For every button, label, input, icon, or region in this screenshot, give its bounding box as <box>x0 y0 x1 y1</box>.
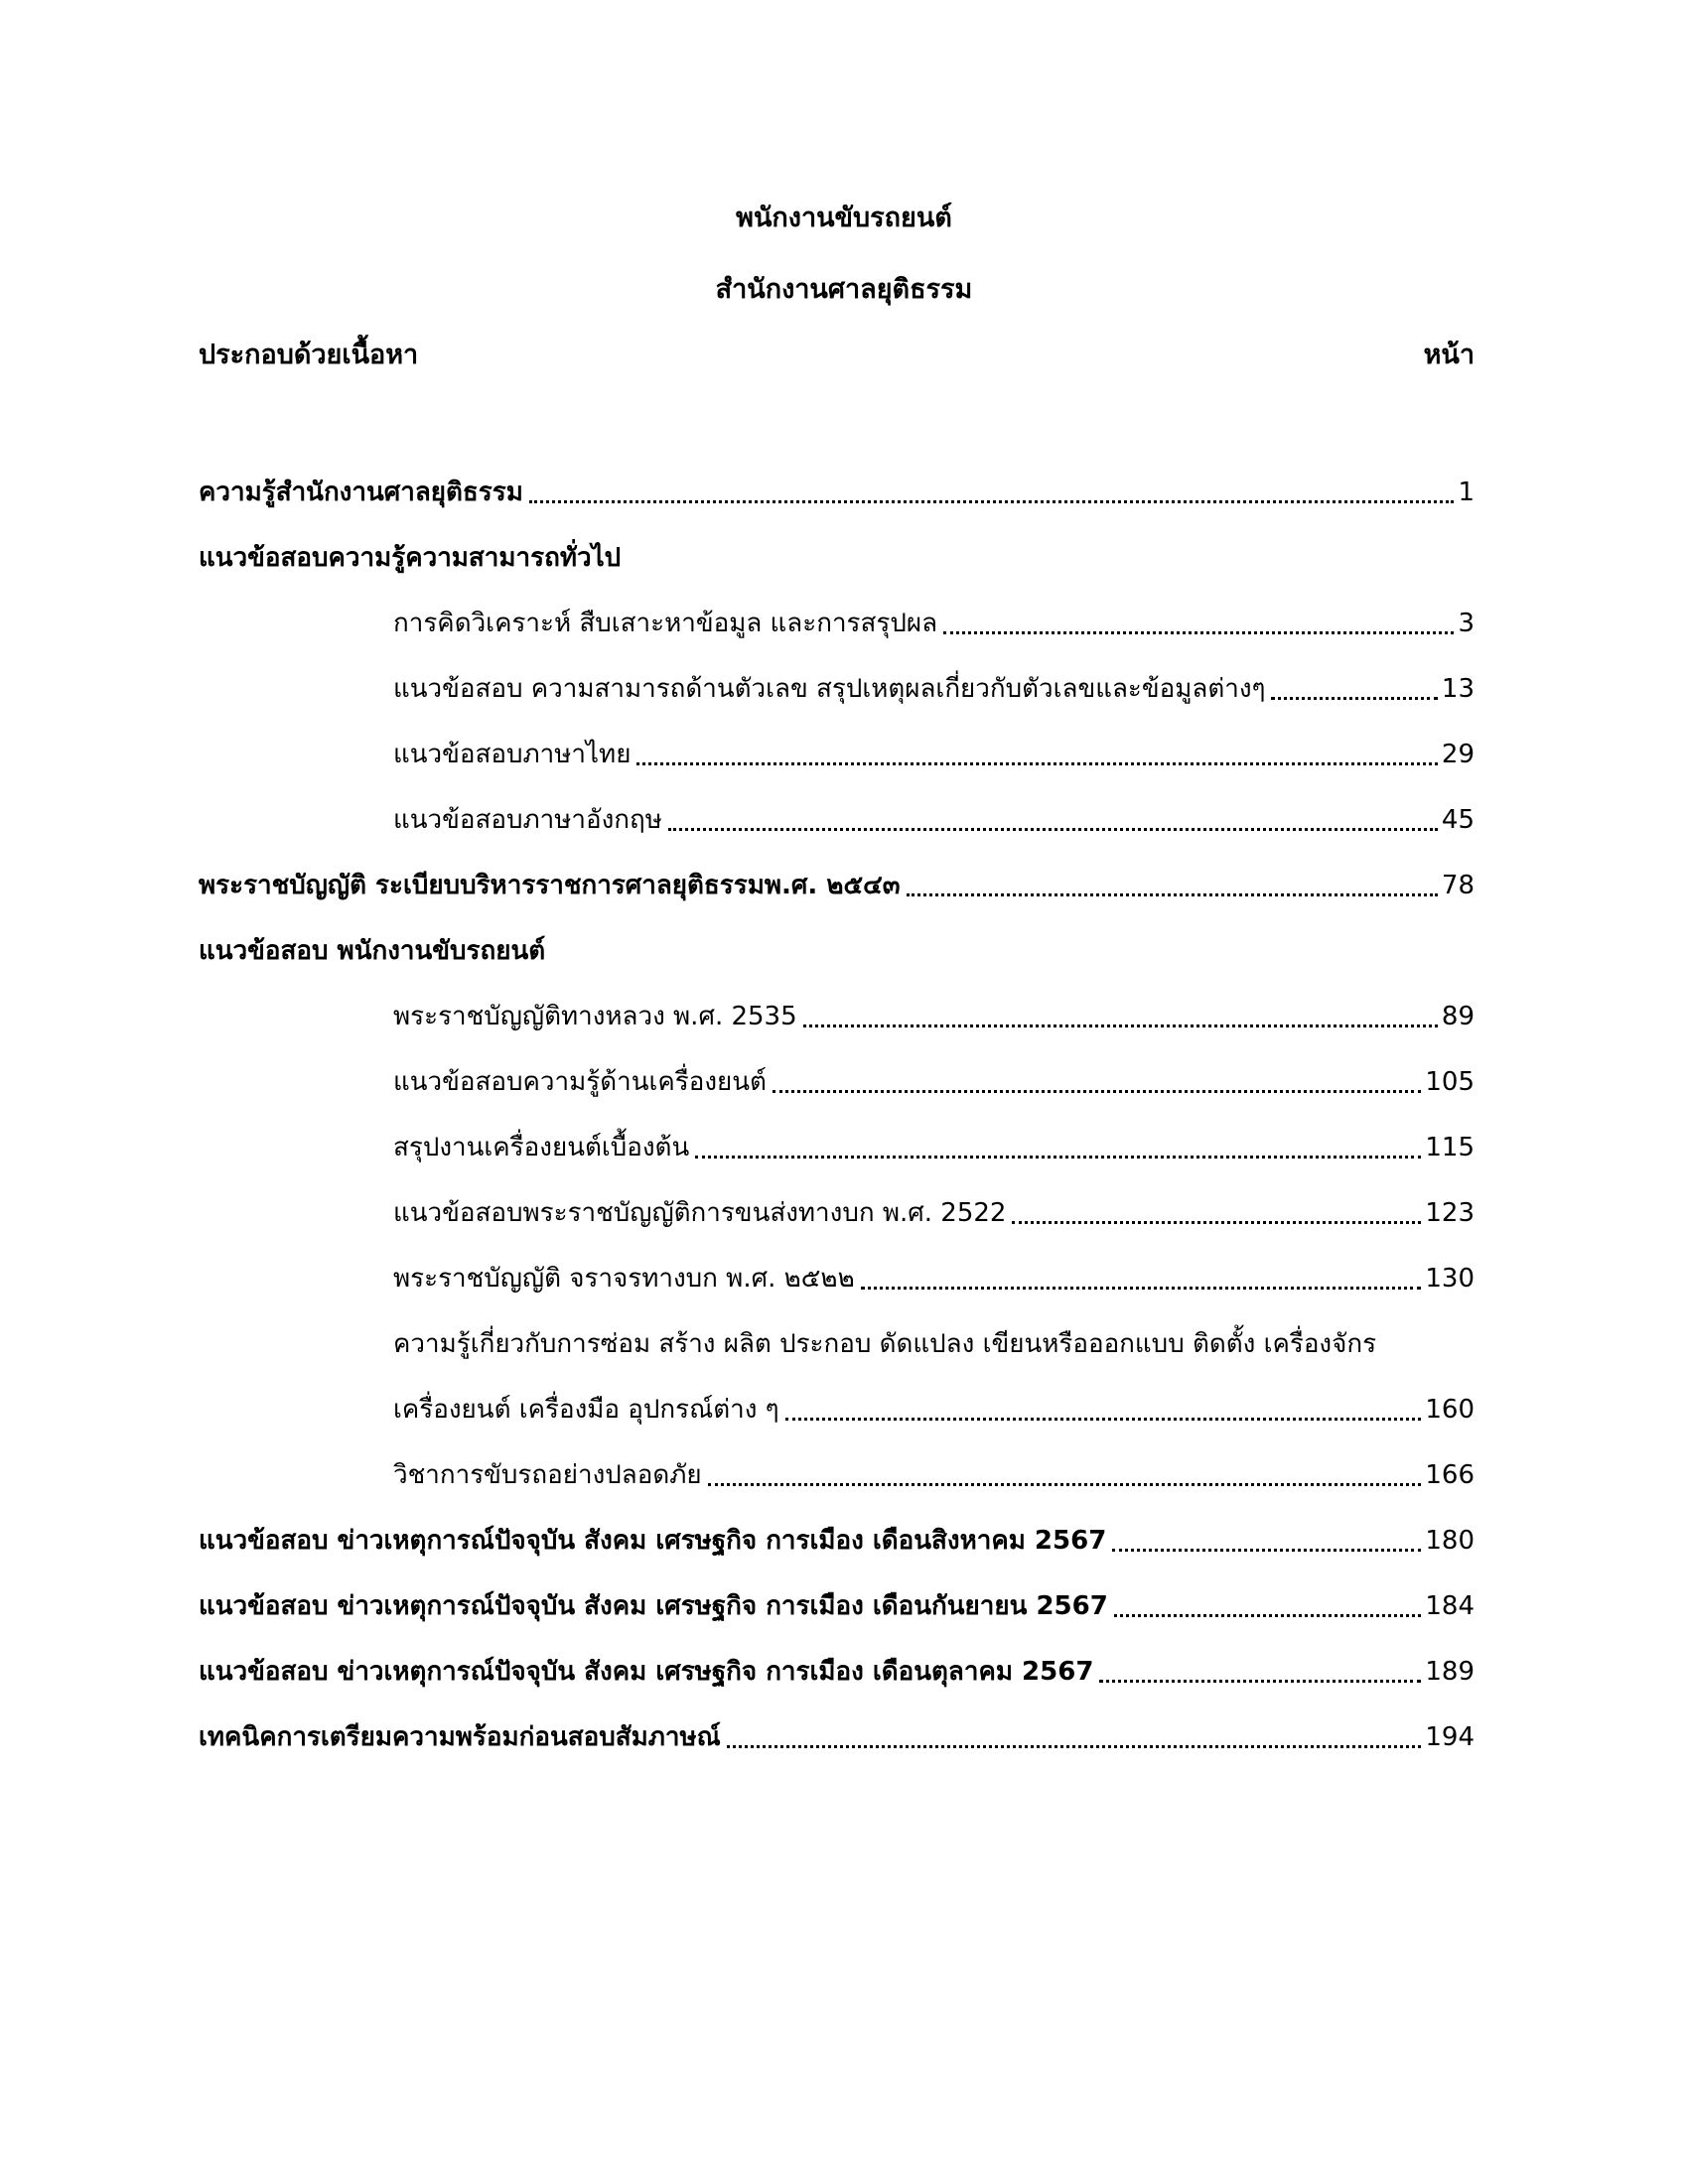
toc-entry-page: 89 <box>1441 1002 1475 1031</box>
dot-leader <box>907 893 1438 896</box>
toc-entry-title: พระราชบัญญัติทางหลวง พ.ศ. 2535 <box>393 1002 797 1031</box>
dot-leader <box>785 1418 1422 1421</box>
toc-entry[interactable] <box>393 1257 1475 1300</box>
toc-entry-page: 1 <box>1458 478 1475 507</box>
dot-leader <box>529 500 1455 503</box>
toc-entry-page: 166 <box>1425 1460 1475 1490</box>
toc-entry-title: แนวข้อสอบภาษาอังกฤษ <box>393 805 662 835</box>
dot-leader <box>943 631 1454 634</box>
toc-entry-title: แนวข้อสอบพระราชบัญญัติการขนส่งทางบก พ.ศ. 2522 <box>393 1198 1007 1228</box>
toc-entry[interactable] <box>393 1191 1475 1235</box>
toc-entry[interactable] <box>199 471 1475 514</box>
contents-label: ประกอบด้วยเนื้อหา <box>199 340 419 370</box>
document-subtitle: สำนักงานศาลยุติธรรม <box>715 274 973 305</box>
dot-leader <box>861 1287 1422 1290</box>
document-title: พนักงานขับรถยนต์ <box>736 203 952 233</box>
toc-entry-title: แนวข้อสอบความรู้ความสามารถทั่วไป <box>199 543 622 573</box>
dot-leader <box>1114 1614 1422 1617</box>
toc-entry-page: 180 <box>1425 1526 1475 1556</box>
toc-entry-title: แนวข้อสอบ ข่าวเหตุการณ์ปัจจุบัน สังคม เศรษฐกิจ การเมือง เดือนสิงหาคม 2567 <box>199 1526 1107 1556</box>
toc-entry-page: 184 <box>1425 1591 1475 1621</box>
dot-leader <box>1112 1549 1421 1552</box>
toc-entry-title: แนวข้อสอบ พนักงานขับรถยนต์ <box>199 936 546 966</box>
toc-entry-title: เครื่องยนต์ เครื่องมือ อุปกรณ์ต่าง ๆ <box>393 1395 779 1425</box>
toc-entry[interactable] <box>393 1060 1475 1104</box>
dot-leader <box>773 1090 1421 1093</box>
toc-entry-title: แนวข้อสอบความรู้ด้านเครื่องยนต์ <box>393 1067 767 1097</box>
toc-section-heading[interactable] <box>199 536 621 580</box>
toc-entry-title: แนวข้อสอบ ข่าวเหตุการณ์ปัจจุบัน สังคม เศรษฐกิจ การเมือง เดือนตุลาคม 2567 <box>199 1657 1094 1687</box>
page-column-label: หน้า <box>1423 340 1475 370</box>
toc-entry-page: 130 <box>1425 1264 1475 1294</box>
dot-leader <box>668 828 1438 831</box>
toc-entry[interactable] <box>393 1126 1475 1169</box>
toc-entry-title: แนวข้อสอบ ความสามารถด้านตัวเลข สรุปเหตุผลเกี่ยวกับตัวเลขและข้อมูลต่างๆ <box>393 674 1266 704</box>
toc-entry[interactable] <box>199 1715 1475 1759</box>
toc-entry-page: 45 <box>1441 805 1475 835</box>
toc-entry-page: 3 <box>1458 609 1475 638</box>
toc-entry-page: 13 <box>1441 674 1475 704</box>
toc-entry-page: 78 <box>1441 871 1475 900</box>
dot-leader <box>1099 1680 1421 1683</box>
toc-entry-page: 123 <box>1425 1198 1475 1228</box>
toc-entry-title: ความรู้เกี่ยวกับการซ่อม สร้าง ผลิต ประกอบ ดัดแปลง เขียนหรือออกแบบ ติดตั้ง เครื่องจักร <box>393 1329 1377 1359</box>
toc-entry-title: วิชาการขับรถอย่างปลอดภัย <box>393 1460 702 1490</box>
dot-leader <box>727 1745 1422 1748</box>
toc-entry-title: การคิดวิเคราะห์ สืบเสาะหาข้อมูล และการสรุปผล <box>393 609 938 638</box>
toc-entry-title: เทคนิคการเตรียมความพร้อมก่อนสอบสัมภาษณ์ <box>199 1722 721 1752</box>
toc-entry[interactable] <box>199 1519 1475 1563</box>
toc-entry[interactable] <box>393 995 1475 1038</box>
dot-leader <box>708 1483 1422 1486</box>
dot-leader <box>636 762 1437 765</box>
toc-entry[interactable] <box>393 602 1475 645</box>
toc-entry-line1[interactable] <box>393 1322 1475 1366</box>
toc-entry[interactable] <box>393 798 1475 842</box>
toc-entry-title: แนวข้อสอบ ข่าวเหตุการณ์ปัจจุบัน สังคม เศรษฐกิจ การเมือง เดือนกันยายน 2567 <box>199 1591 1108 1621</box>
toc-entry-title: สรุปงานเครื่องยนต์เบื้องต้น <box>393 1133 690 1162</box>
toc-entry[interactable] <box>199 1584 1475 1628</box>
dot-leader <box>695 1156 1421 1159</box>
dot-leader <box>1012 1221 1421 1224</box>
toc-entry[interactable] <box>199 1650 1475 1694</box>
toc-entry[interactable] <box>393 1388 1475 1432</box>
toc-entry-title: พระราชบัญญัติ ระเบียบบริหารราชการศาลยุติธรรมพ.ศ. ๒๕๔๓ <box>199 871 901 900</box>
dot-leader <box>803 1024 1438 1027</box>
toc-entry-page: 189 <box>1425 1657 1475 1687</box>
toc-entry-title: ความรู้สำนักงานศาลยุติธรรม <box>199 478 523 507</box>
toc-entry[interactable] <box>393 733 1475 776</box>
toc-entry[interactable] <box>393 667 1475 711</box>
toc-section-heading[interactable] <box>199 929 545 973</box>
dot-leader <box>1271 697 1437 700</box>
toc-entry[interactable] <box>393 1453 1475 1497</box>
toc-entry-title: พระราชบัญญัติ จราจรทางบก พ.ศ. ๒๕๒๒ <box>393 1264 855 1294</box>
toc-entry-page: 194 <box>1425 1722 1475 1752</box>
toc-entry-page: 160 <box>1425 1395 1475 1425</box>
toc-entry-page: 115 <box>1425 1133 1475 1162</box>
toc-entry[interactable] <box>199 864 1475 907</box>
toc-entry-page: 29 <box>1441 740 1475 769</box>
toc-entry-title: แนวข้อสอบภาษาไทย <box>393 740 632 769</box>
toc-entry-page: 105 <box>1425 1067 1475 1097</box>
